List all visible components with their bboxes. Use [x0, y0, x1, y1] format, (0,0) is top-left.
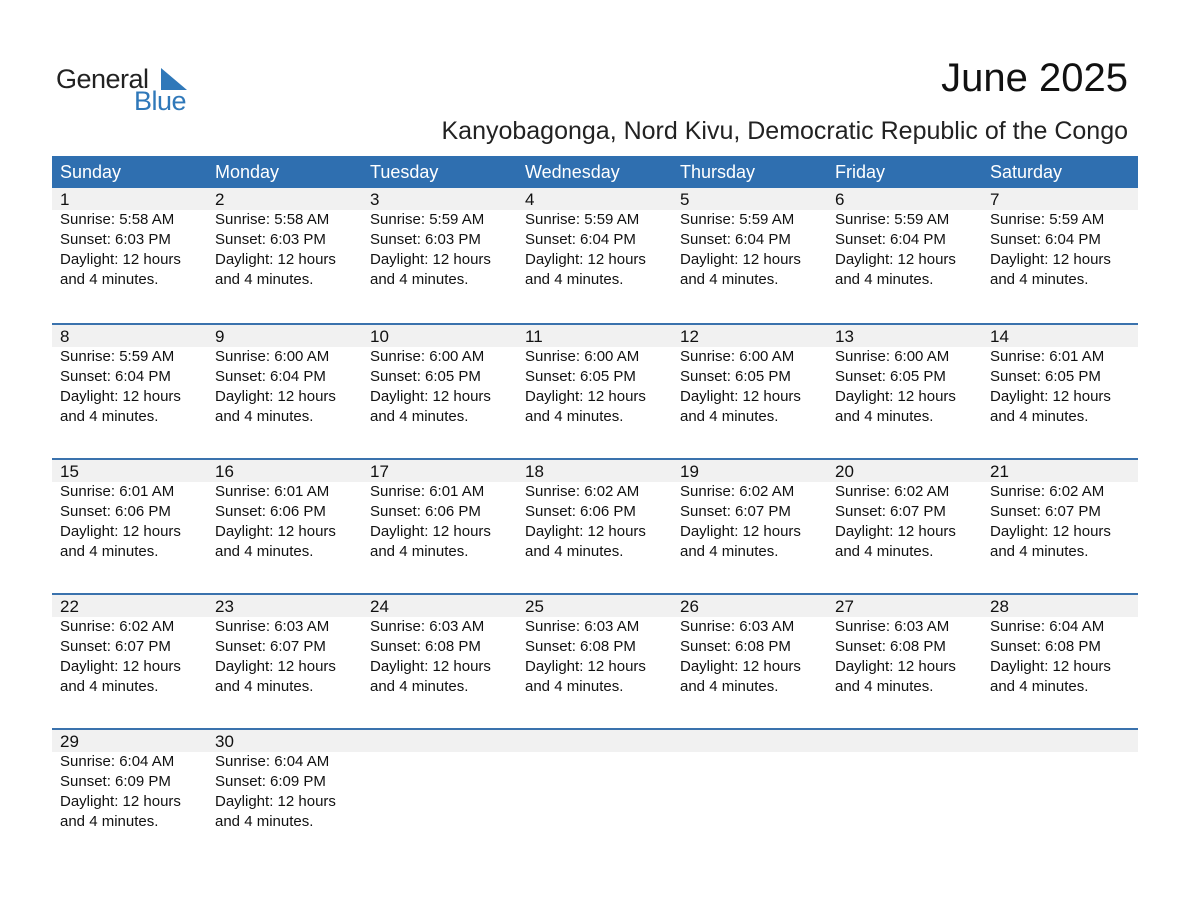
day-cell [362, 188, 517, 290]
page-title: June 2025 [941, 56, 1128, 100]
sunrise-text: Sunrise: 6:02 AM [525, 483, 640, 500]
day-cell [672, 325, 827, 427]
sunset-text: Sunset: 6:07 PM [835, 503, 946, 520]
day-number: 20 [835, 462, 854, 481]
sunset-text: Sunset: 6:07 PM [990, 503, 1101, 520]
day-number: 19 [680, 462, 699, 481]
day-number: 5 [680, 190, 690, 209]
day-cell [207, 460, 362, 562]
sunrise-text: Sunrise: 6:02 AM [990, 483, 1105, 500]
day-number: 30 [215, 732, 234, 751]
day-cell [362, 325, 517, 427]
sunset-text: Sunset: 6:04 PM [525, 231, 636, 248]
sunset-text: Sunset: 6:06 PM [215, 503, 326, 520]
week-row [52, 728, 1138, 863]
sunrise-text: Sunrise: 6:03 AM [680, 618, 795, 635]
sunset-text: Sunset: 6:09 PM [60, 773, 171, 790]
weekday-thursday: Thursday [680, 162, 756, 182]
sunrise-text: Sunrise: 6:00 AM [215, 348, 330, 365]
day-cell [52, 595, 207, 697]
daylight-text: Daylight: 12 hours [215, 658, 336, 675]
day-cell [982, 595, 1137, 697]
daylight-minutes-text: and 4 minutes. [370, 678, 469, 695]
sunrise-text: Sunrise: 6:03 AM [215, 618, 330, 635]
sunset-text: Sunset: 6:05 PM [990, 368, 1101, 385]
sunrise-text: Sunrise: 6:00 AM [680, 348, 795, 365]
day-cell [207, 595, 362, 697]
daylight-minutes-text: and 4 minutes. [215, 408, 314, 425]
daylight-text: Daylight: 12 hours [525, 523, 646, 540]
empty-day-cell [362, 730, 517, 832]
daylight-text: Daylight: 12 hours [835, 251, 956, 268]
day-number: 8 [60, 327, 70, 346]
day-number: 16 [215, 462, 234, 481]
week-cells [52, 325, 1138, 427]
daylight-minutes-text: and 4 minutes. [680, 408, 779, 425]
sunset-text: Sunset: 6:04 PM [215, 368, 326, 385]
day-cell [362, 460, 517, 562]
weekday-wednesday: Wednesday [525, 162, 620, 182]
daylight-minutes-text: and 4 minutes. [990, 408, 1089, 425]
day-number: 7 [990, 190, 1000, 209]
sunset-text: Sunset: 6:08 PM [990, 638, 1101, 655]
day-number: 13 [835, 327, 854, 346]
weekday-saturday: Saturday [990, 162, 1063, 182]
day-number: 26 [680, 597, 699, 616]
daylight-minutes-text: and 4 minutes. [60, 271, 159, 288]
daylight-text: Daylight: 12 hours [990, 388, 1111, 405]
weekday-header [52, 156, 1138, 188]
location-subtitle: Kanyobagonga, Nord Kivu, Democratic Republic of the Congo [441, 117, 1128, 145]
daylight-text: Daylight: 12 hours [215, 523, 336, 540]
daylight-text: Daylight: 12 hours [990, 251, 1111, 268]
daylight-text: Daylight: 12 hours [525, 388, 646, 405]
sunset-text: Sunset: 6:06 PM [370, 503, 481, 520]
sunrise-text: Sunrise: 6:00 AM [835, 348, 950, 365]
daylight-minutes-text: and 4 minutes. [525, 543, 624, 560]
daylight-text: Daylight: 12 hours [835, 523, 956, 540]
daylight-text: Daylight: 12 hours [680, 251, 801, 268]
week-cells [52, 460, 1138, 562]
day-number: 29 [60, 732, 79, 751]
daylight-minutes-text: and 4 minutes. [525, 408, 624, 425]
calendar-grid [52, 156, 1138, 863]
daylight-minutes-text: and 4 minutes. [215, 543, 314, 560]
week-cells [52, 730, 1138, 832]
daylight-text: Daylight: 12 hours [370, 251, 491, 268]
sunset-text: Sunset: 6:03 PM [60, 231, 171, 248]
day-number: 18 [525, 462, 544, 481]
daylight-text: Daylight: 12 hours [60, 793, 181, 810]
day-number: 4 [525, 190, 535, 209]
daylight-minutes-text: and 4 minutes. [60, 543, 159, 560]
weekday-friday: Friday [835, 162, 886, 182]
sunrise-text: Sunrise: 6:03 AM [370, 618, 485, 635]
daylight-text: Daylight: 12 hours [990, 523, 1111, 540]
day-cell [52, 325, 207, 427]
day-cell [207, 730, 362, 832]
day-number: 6 [835, 190, 845, 209]
empty-day-cell [517, 730, 672, 832]
day-cell [207, 325, 362, 427]
sunrise-text: Sunrise: 6:02 AM [680, 483, 795, 500]
empty-day-cell [672, 730, 827, 832]
daylight-text: Daylight: 12 hours [525, 251, 646, 268]
sunrise-text: Sunrise: 5:59 AM [680, 211, 795, 228]
sunrise-text: Sunrise: 5:59 AM [990, 211, 1105, 228]
sunrise-text: Sunrise: 6:04 AM [215, 753, 330, 770]
day-cell [207, 188, 362, 290]
day-number: 27 [835, 597, 854, 616]
sunrise-text: Sunrise: 5:59 AM [835, 211, 950, 228]
daylight-minutes-text: and 4 minutes. [990, 271, 1089, 288]
day-number: 12 [680, 327, 699, 346]
daylight-minutes-text: and 4 minutes. [680, 271, 779, 288]
day-number: 10 [370, 327, 389, 346]
sunrise-text: Sunrise: 6:04 AM [990, 618, 1105, 635]
week-row [52, 188, 1138, 323]
sunrise-text: Sunrise: 6:01 AM [990, 348, 1105, 365]
day-cell [827, 325, 982, 427]
week-row [52, 593, 1138, 728]
daylight-minutes-text: and 4 minutes. [370, 543, 469, 560]
sunset-text: Sunset: 6:03 PM [215, 231, 326, 248]
daylight-text: Daylight: 12 hours [215, 388, 336, 405]
empty-day-cell [982, 730, 1137, 832]
weekday-monday: Monday [215, 162, 280, 182]
sunset-text: Sunset: 6:08 PM [680, 638, 791, 655]
sunset-text: Sunset: 6:07 PM [60, 638, 171, 655]
week-row [52, 458, 1138, 593]
daylight-minutes-text: and 4 minutes. [990, 543, 1089, 560]
sunset-text: Sunset: 6:09 PM [215, 773, 326, 790]
sunrise-text: Sunrise: 6:02 AM [835, 483, 950, 500]
daylight-text: Daylight: 12 hours [680, 388, 801, 405]
daylight-text: Daylight: 12 hours [215, 793, 336, 810]
day-number: 15 [60, 462, 79, 481]
daylight-minutes-text: and 4 minutes. [990, 678, 1089, 695]
daylight-minutes-text: and 4 minutes. [215, 271, 314, 288]
sunrise-text: Sunrise: 6:01 AM [60, 483, 175, 500]
logo-text-blue: Blue [134, 86, 187, 116]
day-cell [982, 325, 1137, 427]
day-cell [827, 595, 982, 697]
daylight-minutes-text: and 4 minutes. [680, 543, 779, 560]
sunrise-text: Sunrise: 6:03 AM [835, 618, 950, 635]
daylight-text: Daylight: 12 hours [370, 388, 491, 405]
sunset-text: Sunset: 6:04 PM [60, 368, 171, 385]
sunrise-text: Sunrise: 6:03 AM [525, 618, 640, 635]
day-cell [827, 460, 982, 562]
day-number: 24 [370, 597, 389, 616]
daylight-text: Daylight: 12 hours [60, 388, 181, 405]
day-cell [672, 595, 827, 697]
day-number: 25 [525, 597, 544, 616]
daylight-text: Daylight: 12 hours [60, 658, 181, 675]
weekday-sunday: Sunday [60, 162, 122, 182]
sunset-text: Sunset: 6:05 PM [680, 368, 791, 385]
sunset-text: Sunset: 6:06 PM [60, 503, 171, 520]
day-cell [517, 188, 672, 290]
day-number: 22 [60, 597, 79, 616]
daylight-minutes-text: and 4 minutes. [680, 678, 779, 695]
daylight-minutes-text: and 4 minutes. [60, 813, 159, 830]
sunset-text: Sunset: 6:07 PM [215, 638, 326, 655]
sunset-text: Sunset: 6:04 PM [680, 231, 791, 248]
sunrise-text: Sunrise: 5:58 AM [215, 211, 330, 228]
sunrise-text: Sunrise: 5:58 AM [60, 211, 175, 228]
sunrise-text: Sunrise: 6:00 AM [370, 348, 485, 365]
day-cell [52, 188, 207, 290]
day-cell [672, 460, 827, 562]
sunset-text: Sunset: 6:04 PM [835, 231, 946, 248]
daylight-text: Daylight: 12 hours [370, 523, 491, 540]
day-cell [52, 730, 207, 832]
daylight-minutes-text: and 4 minutes. [525, 271, 624, 288]
day-number: 14 [990, 327, 1009, 346]
daylight-minutes-text: and 4 minutes. [835, 543, 934, 560]
daylight-text: Daylight: 12 hours [990, 658, 1111, 675]
daylight-text: Daylight: 12 hours [835, 658, 956, 675]
day-cell [52, 460, 207, 562]
sunrise-text: Sunrise: 6:01 AM [215, 483, 330, 500]
sunrise-text: Sunrise: 5:59 AM [525, 211, 640, 228]
week-cells [52, 188, 1138, 290]
daylight-text: Daylight: 12 hours [680, 523, 801, 540]
sunrise-text: Sunrise: 6:01 AM [370, 483, 485, 500]
daylight-minutes-text: and 4 minutes. [60, 678, 159, 695]
day-number: 28 [990, 597, 1009, 616]
daylight-minutes-text: and 4 minutes. [215, 813, 314, 830]
sunrise-text: Sunrise: 6:04 AM [60, 753, 175, 770]
sunrise-text: Sunrise: 5:59 AM [370, 211, 485, 228]
sunset-text: Sunset: 6:08 PM [835, 638, 946, 655]
day-cell [517, 325, 672, 427]
daylight-text: Daylight: 12 hours [370, 658, 491, 675]
day-cell [672, 188, 827, 290]
daylight-text: Daylight: 12 hours [60, 251, 181, 268]
sunset-text: Sunset: 6:05 PM [370, 368, 481, 385]
day-number: 9 [215, 327, 225, 346]
daylight-text: Daylight: 12 hours [835, 388, 956, 405]
day-cell [827, 188, 982, 290]
daylight-minutes-text: and 4 minutes. [525, 678, 624, 695]
week-cells [52, 595, 1138, 697]
sunset-text: Sunset: 6:05 PM [835, 368, 946, 385]
sunrise-text: Sunrise: 6:02 AM [60, 618, 175, 635]
sunset-text: Sunset: 6:06 PM [525, 503, 636, 520]
day-number: 11 [525, 327, 543, 346]
day-number: 21 [990, 462, 1009, 481]
weeks-container [52, 188, 1138, 863]
daylight-minutes-text: and 4 minutes. [215, 678, 314, 695]
sunset-text: Sunset: 6:08 PM [370, 638, 481, 655]
day-number: 23 [215, 597, 234, 616]
daylight-minutes-text: and 4 minutes. [835, 271, 934, 288]
sunrise-text: Sunrise: 5:59 AM [60, 348, 175, 365]
sunset-text: Sunset: 6:04 PM [990, 231, 1101, 248]
logo-text-general: General [56, 64, 149, 94]
day-number: 17 [370, 462, 389, 481]
day-cell [362, 595, 517, 697]
daylight-minutes-text: and 4 minutes. [835, 678, 934, 695]
sunset-text: Sunset: 6:05 PM [525, 368, 636, 385]
sunset-text: Sunset: 6:07 PM [680, 503, 791, 520]
daylight-text: Daylight: 12 hours [680, 658, 801, 675]
day-cell [982, 188, 1137, 290]
logo [56, 62, 206, 118]
day-cell [982, 460, 1137, 562]
week-row [52, 323, 1138, 458]
day-number: 3 [370, 190, 380, 209]
day-number: 2 [215, 190, 225, 209]
daylight-minutes-text: and 4 minutes. [370, 408, 469, 425]
day-number: 1 [60, 190, 70, 209]
sunset-text: Sunset: 6:03 PM [370, 231, 481, 248]
daylight-minutes-text: and 4 minutes. [370, 271, 469, 288]
weekday-tuesday: Tuesday [370, 162, 439, 182]
daylight-minutes-text: and 4 minutes. [835, 408, 934, 425]
daylight-text: Daylight: 12 hours [215, 251, 336, 268]
daylight-text: Daylight: 12 hours [60, 523, 181, 540]
sunset-text: Sunset: 6:08 PM [525, 638, 636, 655]
day-cell [517, 595, 672, 697]
sunrise-text: Sunrise: 6:00 AM [525, 348, 640, 365]
empty-day-cell [827, 730, 982, 832]
daylight-text: Daylight: 12 hours [525, 658, 646, 675]
daylight-minutes-text: and 4 minutes. [60, 408, 159, 425]
day-cell [517, 460, 672, 562]
